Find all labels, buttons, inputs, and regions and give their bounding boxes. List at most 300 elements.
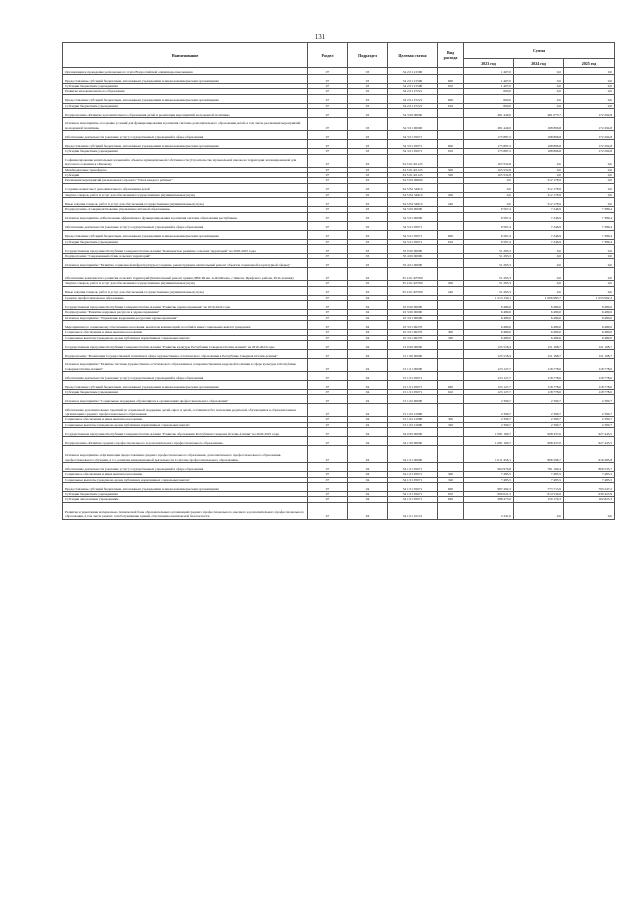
row-sum-2025: 6 480,0 (564, 330, 615, 335)
row-podrazdel: 03 (348, 254, 388, 259)
table-row (63, 371, 615, 380)
row-podrazdel: 03 (348, 192, 388, 197)
row-sum-2025: 121 168,7 (564, 340, 615, 349)
table-row (63, 404, 615, 417)
row-podrazdel: 04 (348, 310, 388, 315)
row-name: Подпрограмма «Совершенствование управления системой образования» (63, 207, 308, 212)
row-target-article: 34 1 01 05071 (388, 472, 438, 477)
row-target-article: 34 3 E2 00000 (388, 178, 438, 183)
row-expense-type (438, 371, 464, 380)
row-sum-2024: 2 390,7 (514, 404, 564, 417)
row-expense-type (438, 349, 464, 358)
row-sum-2025: 0,0 (564, 178, 615, 183)
row-sum-2023: 6 480,0 (464, 330, 514, 335)
header-year-2024: 2024 год (514, 59, 564, 68)
row-podrazdel: 03 (348, 178, 388, 183)
row-name: Подпрограмма «Развитие дополнительного образования детей и реализация мероприятий молодежной политики» (63, 109, 308, 118)
table-row (63, 428, 615, 437)
row-sum-2024: 168 896,8 (514, 149, 564, 154)
row-razdel: 07 (308, 340, 348, 349)
row-sum-2025: 6 480,0 (564, 335, 615, 340)
row-sum-2025: 0,0 (564, 154, 615, 167)
row-sum-2024: 312 178,9 (514, 183, 564, 192)
row-podrazdel: 04 (348, 349, 388, 358)
row-sum-2024: 0,0 (514, 154, 564, 167)
row-expense-type: 300 (438, 417, 464, 422)
row-sum-2023: 0,0 (464, 178, 514, 183)
page-number: 131 (314, 33, 326, 41)
row-podrazdel: 03 (348, 131, 388, 140)
row-podrazdel: 03 (348, 103, 388, 108)
row-razdel: 07 (308, 497, 348, 502)
row-sum-2025: 6 480,0 (564, 310, 615, 315)
row-razdel: 07 (308, 463, 348, 472)
row-podrazdel: 03 (348, 281, 388, 286)
row-sum-2025: 172 294,8 (564, 109, 615, 118)
row-sum-2023: 9 567,4 (464, 212, 514, 221)
table-row (63, 358, 615, 371)
row-sum-2025: 2 390,7 (564, 422, 615, 427)
row-expense-type (438, 221, 464, 230)
row-podrazdel: 04 (348, 371, 388, 380)
row-sum-2024: 312 178,9 (514, 198, 564, 207)
row-razdel: 07 (308, 358, 348, 371)
table-row (63, 259, 615, 268)
row-sum-2023: 600,0 (464, 103, 514, 108)
row-sum-2024: 312 178,9 (514, 178, 564, 183)
row-razdel: 07 (308, 173, 348, 178)
row-sum-2023: 0,0 (464, 192, 514, 197)
row-name: Социальные выплаты гражданам, кроме публичных нормативных социальных выплат (63, 477, 308, 482)
row-target-article: 34 3 01 R1123 (388, 173, 438, 178)
row-podrazdel: 03 (348, 149, 388, 154)
row-expense-type: 320 (438, 477, 464, 482)
row-sum-2023: 1 407,0 (464, 75, 514, 84)
row-name: Основное мероприятие "Развитие системы художественно-эстетического образования и совершенствование кадровой политики в сфере культуры в Республике Северная Осетия-Алания" (63, 358, 308, 371)
row-expense-type: 600 (438, 482, 464, 491)
row-target-article: 10 3 01 00270 (388, 330, 438, 335)
row-sum-2023: 6 480,0 (464, 315, 514, 320)
row-target-article: 35 4 01 R5760 (388, 268, 438, 281)
row-name: Основное мероприятие "Управление кадровыми ресурсами здравоохранения" (63, 315, 308, 320)
row-sum-2024: 121 168,7 (514, 349, 564, 358)
row-target-article: 34 2 01 27221 (388, 94, 438, 103)
row-sum-2025: 927 443,5 (564, 428, 615, 437)
header-expense-type: Вид расхода (438, 43, 464, 68)
table-row (63, 395, 615, 404)
table-row (63, 502, 615, 519)
row-podrazdel: 04 (348, 491, 388, 496)
row-expense-type (438, 301, 464, 310)
row-sum-2025: 6 480,0 (564, 301, 615, 310)
row-sum-2023: 994 976,8 (464, 463, 514, 472)
row-sum-2023: 9 567,4 (464, 207, 514, 212)
row-target-article: 15 1 02 00000 (388, 395, 438, 404)
row-podrazdel: 03 (348, 230, 388, 239)
row-sum-2025: 172 294,8 (564, 118, 615, 131)
table-row (63, 131, 615, 140)
row-name: Социальное обеспечение и иные выплаты населению (63, 417, 308, 422)
row-expense-type: 610 (438, 389, 464, 394)
row-sum-2025: 7 389,4 (564, 239, 615, 244)
row-razdel: 07 (308, 149, 348, 154)
row-sum-2023: 6 480,0 (464, 321, 514, 330)
row-sum-2023: 51 293,3 (464, 245, 514, 254)
row-sum-2025: 0,0 (564, 68, 615, 75)
row-expense-type: 610 (438, 84, 464, 89)
row-razdel: 07 (308, 330, 348, 335)
row-podrazdel: 04 (348, 389, 388, 394)
row-name: Софинансирование капитальных вложений в объекты муниципальной собственности (Строительство музыкальной школы на территории запланированной для массового освоения в г.Кызыле) (63, 154, 308, 167)
row-target-article: 34 3 01 00000 (388, 118, 438, 131)
table-row (63, 268, 615, 281)
row-podrazdel: 04 (348, 330, 388, 335)
row-name: Развитие и укрепление материально-технической базы образовательных организаций среднего профессионального, высшего и дополнительного профессионального образования, в том числе ремонт, техобслуживание зданий, обеспечение комплексной безопасности (63, 502, 308, 519)
row-podrazdel: 04 (348, 335, 388, 340)
row-sum-2025: 7 485,5 (564, 477, 615, 482)
row-expense-type: 600 (438, 140, 464, 149)
table-row (63, 68, 615, 75)
row-sum-2023: 600,0 (464, 89, 514, 94)
row-razdel: 07 (308, 89, 348, 94)
row-sum-2024: 908 437,0 (514, 428, 564, 437)
row-target-article: 34 5 01 05071 (388, 230, 438, 239)
row-podrazdel: 03 (348, 94, 388, 103)
row-expense-type: 500 (438, 167, 464, 172)
row-name: Субсидии бюджетным учреждениям (63, 491, 308, 496)
row-razdel: 07 (308, 178, 348, 183)
row-podrazdel: 03 (348, 268, 388, 281)
row-name: Межбюджетные трансферты (63, 167, 308, 172)
header-year-2025: 2025 год (564, 59, 615, 68)
row-sum-2025: 118 778,0 (564, 389, 615, 394)
row-sum-2023: 1 213 159,1 (464, 295, 514, 300)
row-expense-type (438, 404, 464, 417)
row-podrazdel: 03 (348, 68, 388, 75)
row-razdel: 07 (308, 68, 348, 75)
row-razdel: 07 (308, 94, 348, 103)
row-name: Подпрограмма "Современный облик сельских территорий" (63, 254, 308, 259)
row-name: Субсидии бюджетным учреждениям (63, 84, 308, 89)
budget-document (62, 42, 614, 520)
row-razdel: 07 (308, 167, 348, 172)
row-sum-2024: 7 246,9 (514, 207, 564, 212)
row-expense-type: 600 (438, 94, 464, 103)
row-sum-2025: 0,0 (564, 198, 615, 207)
row-target-article: 34 2 01 27221 (388, 103, 438, 108)
row-sum-2025: 0,0 (564, 173, 615, 178)
row-sum-2023: 175 887,2 (464, 140, 514, 149)
row-name: Предоставление субсидий бюджетным, автономным учреждениям и иным некоммерческим организациям (63, 230, 308, 239)
budget-table (62, 42, 615, 520)
row-sum-2025: 172 294,8 (564, 131, 615, 140)
row-expense-type (438, 154, 464, 167)
row-sum-2025: 0,0 (564, 94, 615, 103)
row-razdel: 07 (308, 198, 348, 207)
row-target-article: 35 4 01 R5760 (388, 286, 438, 295)
row-sum-2024: 773 713,9 (514, 482, 564, 491)
row-expense-type: 610 (438, 103, 464, 108)
row-sum-2024: 312 178,9 (514, 192, 564, 197)
row-expense-type: 200 (438, 192, 464, 197)
table-row (63, 94, 615, 103)
row-expense-type (438, 109, 464, 118)
row-name: Предоставление субсидий бюджетным, автономным учреждениям и иным некоммерческим организациям (63, 75, 308, 84)
row-razdel: 07 (308, 75, 348, 84)
row-sum-2023: 51 293,3 (464, 254, 514, 259)
row-sum-2024: 481 075,7 (514, 109, 564, 118)
row-sum-2025: 800 535,7 (564, 463, 615, 472)
row-razdel: 07 (308, 446, 348, 463)
row-sum-2024: 168 896,8 (514, 140, 564, 149)
row-sum-2024: 0,0 (514, 103, 564, 108)
row-name: Иные закупки товаров, работ и услуг для обеспечения государственных (муниципальных) нужд (63, 286, 308, 295)
row-expense-type (438, 340, 464, 349)
row-sum-2024: 0,0 (514, 268, 564, 281)
table-row (63, 286, 615, 295)
row-name: Реализация мероприятий регионального проекта "Успех каждого ребенка" (63, 178, 308, 183)
table-row (63, 380, 615, 389)
row-target-article: 34 5 01 00000 (388, 212, 438, 221)
row-sum-2023: 1 081 160,7 (464, 437, 514, 446)
row-sum-2023: 6 480,0 (464, 335, 514, 340)
row-sum-2024: 6 480,0 (514, 330, 564, 335)
row-podrazdel: 04 (348, 404, 388, 417)
row-target-article: 34 1 01 05071 (388, 491, 438, 496)
row-razdel: 07 (308, 84, 348, 89)
row-podrazdel: 03 (348, 140, 388, 149)
table-row (63, 301, 615, 310)
row-expense-type: 610 (438, 239, 464, 244)
row-sum-2023: 7 483,5 (464, 472, 514, 477)
row-razdel: 07 (308, 212, 348, 221)
row-sum-2024: 2 390,7 (514, 417, 564, 422)
row-sum-2023: 1 011 456,1 (464, 446, 514, 463)
row-sum-2024: 118 778,0 (514, 371, 564, 380)
row-sum-2023: 175 887,2 (464, 131, 514, 140)
table-row (63, 245, 615, 254)
row-razdel: 07 (308, 192, 348, 197)
row-podrazdel: 03 (348, 183, 388, 192)
table-row (63, 340, 615, 349)
row-target-article: 34 3 E2 54910 (388, 198, 438, 207)
row-target-article: 34 5 00 00000 (388, 207, 438, 212)
row-podrazdel: 03 (348, 245, 388, 254)
row-sum-2025: 0,0 (564, 281, 615, 286)
row-target-article: 34 1 01 05071 (388, 497, 438, 502)
row-sum-2025: 0,0 (564, 502, 615, 519)
row-sum-2025: 2 390,7 (564, 404, 615, 417)
row-razdel: 07 (308, 404, 348, 417)
row-sum-2024: 168 896,8 (514, 131, 564, 140)
row-podrazdel: 03 (348, 89, 388, 94)
row-expense-type (438, 268, 464, 281)
row-podrazdel: 03 (348, 239, 388, 244)
row-expense-type (438, 259, 464, 268)
row-podrazdel: 04 (348, 463, 388, 472)
row-target-article: 35 4 01 R5760 (388, 281, 438, 286)
table-row (63, 446, 615, 463)
row-expense-type: 240 (438, 198, 464, 207)
row-target-article: 34 2 01 21590 (388, 75, 438, 84)
row-name: Субсидии бюджетным учреждениям (63, 149, 308, 154)
row-sum-2024: 0,0 (514, 89, 564, 94)
row-sum-2025: 0,0 (564, 268, 615, 281)
row-sum-2023: 2 390,7 (464, 404, 514, 417)
row-podrazdel: 04 (348, 417, 388, 422)
row-sum-2025: 0,0 (564, 103, 615, 108)
row-name: Обеспечение дополнительных гарантий по социальной поддержке детей-сирот и детей, оставшихся без попечения родителей, обучающихся в образовательных организациях среднего профессионального образования (63, 404, 308, 417)
row-sum-2025: 0,0 (564, 75, 615, 84)
row-sum-2023: 600,0 (464, 94, 514, 103)
row-expense-type (438, 446, 464, 463)
row-razdel: 07 (308, 230, 348, 239)
row-sum-2025: 1 055 692,2 (564, 295, 615, 300)
row-podrazdel: 04 (348, 497, 388, 502)
row-razdel: 07 (308, 310, 348, 315)
row-sum-2023: 2 390,7 (464, 417, 514, 422)
row-sum-2023: 288 473,0 (464, 497, 514, 502)
row-sum-2024: 118 778,0 (514, 358, 564, 371)
row-sum-2023: 51 293,3 (464, 259, 514, 268)
row-expense-type (438, 428, 464, 437)
row-razdel: 07 (308, 502, 348, 519)
row-razdel: 07 (308, 321, 348, 330)
row-podrazdel: 04 (348, 477, 388, 482)
row-name: Обеспечение деятельности (оказание услуг) государственных учреждений в сфере образования (63, 463, 308, 472)
row-name: Предоставление субсидий бюджетным, автономным учреждениям и иным некоммерческим организациям (63, 380, 308, 389)
row-target-article: 34 3 01 R1123 (388, 167, 438, 172)
row-razdel: 07 (308, 335, 348, 340)
row-sum-2025: 172 294,8 (564, 149, 615, 154)
row-target-article: 15 1 00 00000 (388, 349, 438, 358)
row-razdel: 07 (308, 281, 348, 286)
row-sum-2025: 118 778,0 (564, 380, 615, 389)
row-sum-2024: 0,0 (514, 173, 564, 178)
row-razdel: 07 (308, 417, 348, 422)
row-name: Развитие малокомплектного образования (63, 89, 308, 94)
row-name: Субсидии бюджетным учреждениям (63, 103, 308, 108)
row-sum-2025: 7 389,4 (564, 212, 615, 221)
row-sum-2023: 123 127,7 (464, 358, 514, 371)
row-podrazdel: 03 (348, 198, 388, 207)
row-razdel: 07 (308, 154, 348, 167)
row-target-article: 35 0 00 00000 (388, 245, 438, 254)
row-sum-2024: 121 168,7 (514, 340, 564, 349)
row-sum-2024: 896 596,7 (514, 446, 564, 463)
row-target-article: 34 5 01 05071 (388, 221, 438, 230)
row-sum-2024: 6 480,0 (514, 315, 564, 320)
row-target-article: 15 1 01 05071 (388, 380, 438, 389)
row-name: Социальное обеспечение и иные выплаты населению (63, 472, 308, 477)
row-sum-2025: 2 390,7 (564, 417, 615, 422)
row-podrazdel: 03 (348, 154, 388, 167)
row-sum-2025: 0,0 (564, 245, 615, 254)
row-razdel: 07 (308, 259, 348, 268)
header-name: Наименование (63, 43, 308, 68)
row-sum-2023: 105 552,8 (464, 167, 514, 172)
row-razdel: 07 (308, 239, 348, 244)
row-sum-2025: 6 480,0 (564, 315, 615, 320)
row-razdel: 07 (308, 389, 348, 394)
row-sum-2024: 0,0 (514, 94, 564, 103)
row-sum-2025: 916 285,8 (564, 446, 615, 463)
row-sum-2025: 0,0 (564, 192, 615, 197)
row-sum-2024: 0,0 (514, 167, 564, 172)
row-target-article: 35 4 01 00000 (388, 259, 438, 268)
row-expense-type: 600 (438, 380, 464, 389)
row-razdel: 07 (308, 380, 348, 389)
row-sum-2023: 51 293,3 (464, 268, 514, 281)
row-target-article: 10 3 00 00000 (388, 310, 438, 315)
row-razdel: 07 (308, 254, 348, 259)
row-sum-2025: 630 423,9 (564, 491, 615, 496)
row-target-article: 10 3 01 00000 (388, 315, 438, 320)
row-name: Иные закупки товаров, работ и услуг для обеспечения государственных (муниципальных) нужд (63, 198, 308, 207)
table-row (63, 437, 615, 446)
row-razdel: 07 (308, 131, 348, 140)
header-year-2023: 2023 год (464, 59, 514, 68)
row-razdel: 07 (308, 491, 348, 496)
row-sum-2024: 6 480,0 (514, 321, 564, 330)
row-podrazdel: 04 (348, 502, 388, 519)
row-razdel: 07 (308, 118, 348, 131)
table-header (63, 43, 615, 68)
row-sum-2025: 118 778,0 (564, 371, 615, 380)
row-podrazdel: 04 (348, 482, 388, 491)
row-name: Подпрограмма "Развитие кадровых ресурсов в здравоохранении" (63, 310, 308, 315)
row-razdel: 07 (308, 286, 348, 295)
row-target-article: 34 2 01 27221 (388, 89, 438, 94)
row-name: Основное мероприятие «Обеспечение эффективного функционирования и развития системы образования республики» (63, 212, 308, 221)
row-sum-2023: 105 552,8 (464, 173, 514, 178)
row-expense-type: 240 (438, 286, 464, 295)
row-sum-2025: 118 778,0 (564, 358, 615, 371)
row-sum-2024: 1 006 985,7 (514, 295, 564, 300)
row-sum-2024: 7 246,9 (514, 230, 564, 239)
row-target-article: 34 1 01 05071 (388, 477, 438, 482)
row-name: Обеспечение деятельности (оказание услуг) государственных учреждений в сфере образования (63, 221, 308, 230)
row-expense-type: 520 (438, 173, 464, 178)
row-sum-2024: 7 246,9 (514, 212, 564, 221)
row-expense-type: 320 (438, 335, 464, 340)
row-sum-2023: 6 480,0 (464, 310, 514, 315)
row-sum-2025: 0,0 (564, 167, 615, 172)
row-name: Государственная программа Республики Северная Осетия-Алания "Комплексное развитие сельских территорий" на 2020-2025 годы (63, 245, 308, 254)
row-target-article: 34 5 01 05071 (388, 239, 438, 244)
row-sum-2023: 9 567,4 (464, 221, 514, 230)
row-expense-type (438, 321, 464, 330)
row-razdel: 07 (308, 295, 348, 300)
row-target-article: 10 0 00 00000 (388, 301, 438, 310)
row-podrazdel: 04 (348, 422, 388, 427)
row-name: Субсидии бюджетным учреждениям (63, 389, 308, 394)
row-sum-2023: 51 293,3 (464, 281, 514, 286)
row-razdel: 07 (308, 301, 348, 310)
row-sum-2023: 125 518,4 (464, 340, 514, 349)
row-target-article: 34 3 E2 54910 (388, 183, 438, 192)
row-sum-2024: 7 246,9 (514, 239, 564, 244)
row-name: Обеспечение деятельности (оказание услуг) государственных учреждений в сфере образования (63, 371, 308, 380)
table-row (63, 321, 615, 330)
row-sum-2025: 0,0 (564, 89, 615, 94)
row-podrazdel: 04 (348, 380, 388, 389)
row-podrazdel: 03 (348, 207, 388, 212)
row-target-article: 15 1 01 05071 (388, 371, 438, 380)
row-razdel: 07 (308, 315, 348, 320)
table-row (63, 349, 615, 358)
row-name: Предоставление субсидий бюджетным, автономным учреждениям и иным некоммерческим организациям (63, 94, 308, 103)
